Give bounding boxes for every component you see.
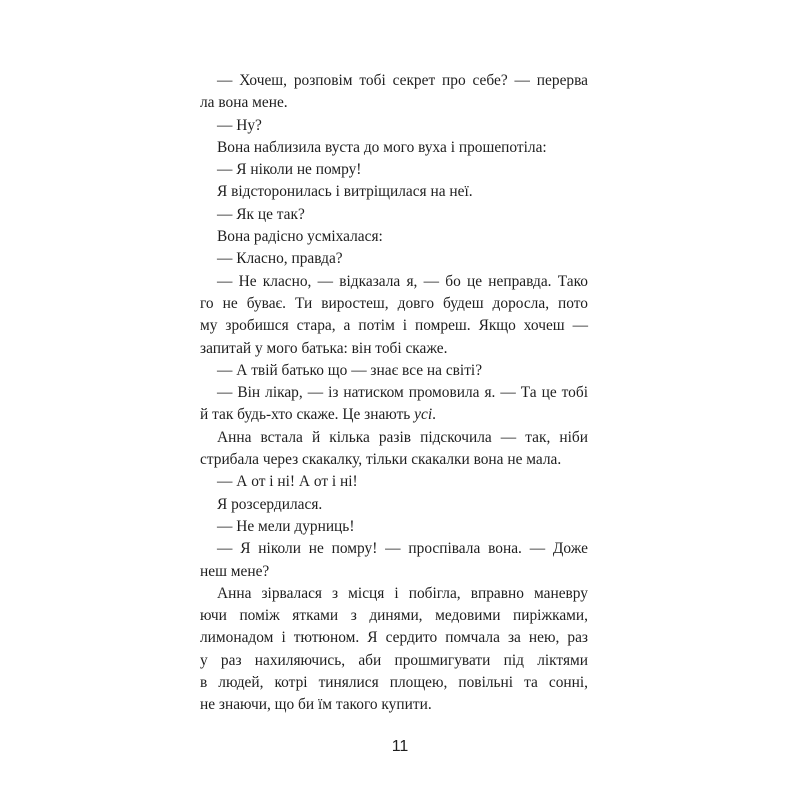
page-number: 11 xyxy=(391,738,409,755)
text-line-content: — Не мели дурниць! xyxy=(217,517,355,535)
text-line-content: в людей, котрі тинялися площею, повільні та сонні, xyxy=(200,674,588,692)
text-line-content: лимонадом і тютюном. Я сердито помчала за нею, раз xyxy=(200,629,588,647)
text-line xyxy=(200,137,588,159)
text-line xyxy=(200,471,588,493)
text-line xyxy=(200,561,588,583)
text-line xyxy=(200,650,588,672)
text-line-content: Анна зірвалася з місця і побігла, вправно маневру xyxy=(217,584,588,602)
text-line-content: стрибала через скакалку, тільки скакалки вона не мала. xyxy=(200,451,562,469)
text-line xyxy=(200,115,588,137)
text-line-content: му зробишся стара, а потім і помреш. Якщо хочеш — xyxy=(200,317,588,335)
text-line-content: Я розсердилася. xyxy=(217,495,323,513)
text-line xyxy=(200,516,588,538)
text-line-content: Я відсторонилась і витріщилася на неї. xyxy=(217,183,473,201)
text-line xyxy=(200,271,588,293)
text-line-content: — Класно, правда? xyxy=(217,250,343,268)
text-line-content: ла вона мене. xyxy=(200,94,288,112)
text-line xyxy=(200,605,588,627)
emphasized-word: усі xyxy=(414,406,433,424)
text-line-content: — А от і ні! А от і ні! xyxy=(217,473,358,491)
text-line-content: Вона наблизила вуста до мого вуха і прошепотіла: xyxy=(217,138,547,156)
text-line xyxy=(200,204,588,226)
text-line xyxy=(200,583,588,605)
text-line xyxy=(200,226,588,248)
text-line xyxy=(200,694,588,716)
text-line xyxy=(200,427,588,449)
text-line-tail: . xyxy=(432,406,436,424)
text-line xyxy=(200,538,588,560)
text-line-content: — Він лікар, — із натиском промовила я. — Та це тобі xyxy=(217,384,588,402)
text-line xyxy=(200,315,588,337)
text-line-content: — Не класно, — відказала я, — бо це неправда. Тако xyxy=(217,272,588,290)
text-line xyxy=(200,338,588,360)
text-line xyxy=(200,181,588,203)
text-line-content: запитай у мого батька: він тобі скаже. xyxy=(200,339,448,357)
text-line-content: — Я ніколи не помру! xyxy=(217,161,362,179)
text-line-content: — Як це так? xyxy=(217,205,305,223)
text-line xyxy=(200,360,588,382)
text-line-content: не знаючи, що би їм такого купити. xyxy=(200,696,432,714)
text-line xyxy=(200,382,588,404)
text-line-content: ючи поміж ятками з динями, медовими пиріжками, xyxy=(200,607,588,625)
text-line-content: Вона радісно усміхалася: xyxy=(217,228,383,246)
text-line-content: — Я ніколи не помру! — проспівала вона. — Доже xyxy=(217,540,588,558)
text-line-content: Анна встала й кілька разів підскочила — так, ніби xyxy=(217,428,588,446)
text-line xyxy=(200,404,588,426)
body-text xyxy=(200,70,588,717)
text-line xyxy=(200,494,588,516)
text-line xyxy=(200,248,588,270)
text-line xyxy=(200,70,588,92)
text-line xyxy=(200,672,588,694)
text-line-content: у раз нахиляючись, аби прошмигувати під ліктями xyxy=(200,651,588,669)
text-line-content: — Ну? xyxy=(217,116,262,134)
text-line-content: й так будь-хто скаже. Це знають xyxy=(200,406,415,424)
text-line xyxy=(200,449,588,471)
text-line xyxy=(200,159,588,181)
text-line-content: го не буває. Ти виростеш, довго будеш доросла, пото xyxy=(200,294,588,312)
text-line xyxy=(200,627,588,649)
text-line xyxy=(200,293,588,315)
text-line-content: неш мене? xyxy=(200,562,270,580)
text-line xyxy=(200,92,588,114)
text-line-content: — Хочеш, розповім тобі секрет про себе? — перерва xyxy=(217,72,588,89)
text-line-content: — А твій батько що — знає все на світі? xyxy=(217,361,483,379)
